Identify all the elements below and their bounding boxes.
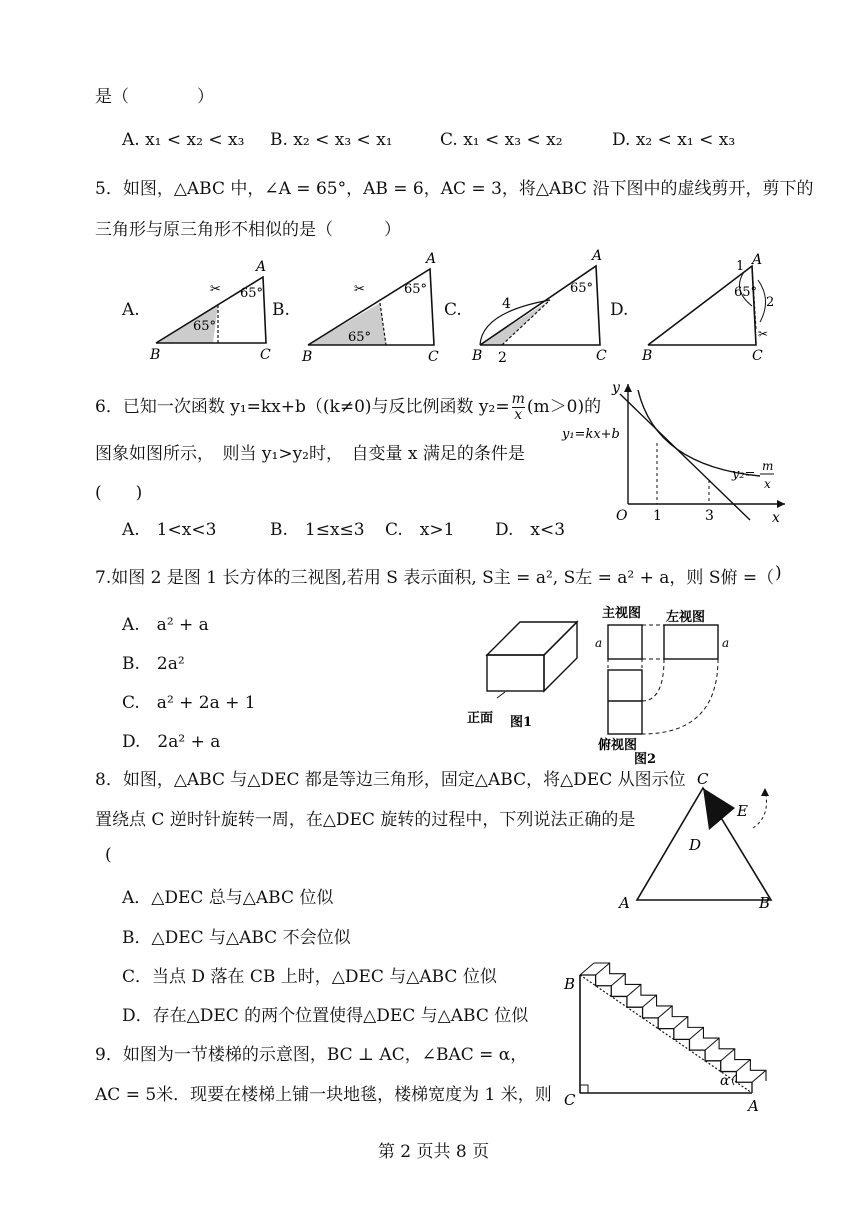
- q5-b-label-a: A: [426, 251, 437, 267]
- q4-option-b[interactable]: B. x₂ < x₃ < x₁: [270, 130, 393, 150]
- q5-b-label-c: C: [428, 349, 439, 365]
- q9-label-a: A: [748, 1097, 759, 1115]
- q6-tick-1: 1: [653, 508, 662, 524]
- q5-b-shaded-triangle: [308, 303, 386, 345]
- q5-d-scissors-icon: ✂: [758, 327, 769, 341]
- q5-option-d[interactable]: D.: [610, 300, 629, 320]
- q7-top-view-label: 俯视图: [598, 738, 638, 753]
- q6-frac-num: m: [511, 391, 525, 407]
- q5-figure-b: [300, 251, 450, 365]
- q5-option-a[interactable]: A.: [122, 300, 140, 320]
- q6-option-d[interactable]: D. x<3: [495, 520, 566, 540]
- q7-option-a[interactable]: A. a² + a: [122, 615, 209, 635]
- q5-d-label-c: C: [752, 348, 763, 364]
- q8-triangle-dec: [703, 788, 735, 830]
- q6-stem-text: 6．已知一次函数 y₁=kx+b（(k≠0)与反比例函数 y₂=: [95, 397, 510, 417]
- q9-stem-line2: AC = 5米．现要在楼梯上铺一块地毯，楼梯宽度为 1 米，则: [95, 1085, 552, 1105]
- q7-a-right: a: [722, 636, 730, 650]
- q9-label-alpha: α: [720, 1073, 730, 1089]
- q7-left-view-label: 左视图: [666, 610, 706, 625]
- q5-a-angle-shaded: 65°: [193, 319, 217, 334]
- q7-option-c[interactable]: C. a² + 2a + 1: [122, 693, 256, 713]
- q7-stem-end: ): [775, 563, 782, 583]
- q5-option-c[interactable]: C.: [444, 300, 462, 320]
- q8-triangle-abc: [637, 788, 771, 900]
- q5-a-label-c: C: [260, 347, 271, 363]
- q6-fraction: [512, 392, 525, 423]
- q6-y1-label: y₁=kx+b: [562, 427, 620, 442]
- q5-a-label-a: A: [256, 259, 267, 275]
- q8-figure: [615, 770, 795, 910]
- q5-c-label-b: B: [472, 348, 483, 364]
- q5-b-label-b: B: [302, 349, 313, 365]
- q5-stem-line1: 5．如图，△ABC 中，∠A = 65°，AB = 6，AC = 3，将△ABC 沿下图中的虚线剪开，剪下的: [95, 179, 814, 199]
- q8-option-c[interactable]: C．当点 D 落在 CB 上时，△DEC 与△ABC 位似: [122, 967, 497, 987]
- page-footer: 第 2 页共 8 页: [377, 1142, 490, 1162]
- q5-d-length-1: 1: [736, 259, 745, 274]
- q6-curve-y2: [638, 390, 760, 476]
- q7-figure2-views: [590, 605, 750, 767]
- q6-y2-num: m: [762, 459, 774, 473]
- q6-axis-x: x: [772, 510, 780, 526]
- q8-stem-line1: 8．如图，△ABC 与△DEC 都是等边三角形，固定△ABC，将△DEC 从图示位: [95, 770, 686, 790]
- q4-option-c[interactable]: C. x₁ < x₃ < x₂: [440, 130, 563, 150]
- q5-c-angle-a: 65°: [570, 281, 594, 296]
- q5-figure-c: [472, 250, 622, 365]
- q7-left-view: [664, 625, 718, 659]
- q7-option-d[interactable]: D. 2a² + a: [122, 732, 221, 752]
- q6-option-a[interactable]: A. 1<x<3: [122, 520, 217, 540]
- q6-stem-line2: 图象如图所示， 则当 y₁>y₂时， 自变量 x 满足的条件是: [95, 444, 525, 464]
- q8-option-d[interactable]: D．存在△DEC 的两个位置使得△DEC 与△ABC 位似: [122, 1006, 529, 1026]
- q4-option-d[interactable]: D. x₂ < x₁ < x₃: [612, 130, 736, 150]
- q6-origin: O: [616, 508, 628, 524]
- q8-stem-line3: (: [105, 845, 112, 865]
- q8-label-a: A: [619, 894, 630, 912]
- q6-frac-den: x: [514, 407, 523, 423]
- q6-y2-label: y₂=: [732, 467, 756, 482]
- q8-label-d: D: [689, 836, 702, 854]
- q6-axis-y: y: [612, 380, 620, 396]
- q5-d-length-2: 2: [766, 295, 775, 310]
- q5-c-length-4: 4: [502, 296, 511, 312]
- q5-d-angle-a: 65°: [734, 285, 758, 300]
- q5-b-scissors-icon: ✂: [354, 282, 365, 297]
- q5-a-angle-a: 65°: [240, 286, 264, 301]
- q5-d-label-a: A: [752, 252, 763, 268]
- q7-fig2-label: 图2: [634, 752, 657, 767]
- q6-option-b[interactable]: B. 1≤x≤3: [270, 520, 365, 540]
- q9-label-b: B: [564, 975, 576, 993]
- q6-stem-line1: [95, 392, 601, 423]
- q5-c-label-c: C: [596, 348, 607, 364]
- q6-y2-den: x: [764, 477, 771, 491]
- q7-option-b[interactable]: B. 2a²: [122, 654, 185, 674]
- q5-figure-d: [640, 250, 780, 365]
- q7-front-label: 正面: [467, 711, 494, 726]
- q5-c-label-a: A: [592, 248, 603, 264]
- q5-d-label-b: B: [642, 348, 653, 364]
- q5-a-label-b: B: [150, 347, 161, 363]
- q8-label-c: C: [697, 770, 709, 788]
- q7-main-view-label: 主视图: [602, 606, 642, 621]
- q7-fig1-label: 图1: [510, 715, 533, 730]
- q8-option-a[interactable]: A．△DEC 总与△ABC 位似: [122, 888, 334, 908]
- q9-stairs: [580, 963, 766, 1093]
- q5-a-scissors-icon: ✂: [210, 282, 221, 297]
- q6-tick-3: 3: [705, 508, 714, 524]
- q8-label-b: B: [759, 894, 771, 912]
- q6-stem-line3: ( ): [95, 483, 143, 503]
- q9-staircase-figure: [560, 955, 790, 1115]
- q5-b-angle-a: 65°: [404, 282, 428, 297]
- q5-stem-line2: 三角形与原三角形不相似的是（ ）: [95, 220, 401, 240]
- q5-figure-a: [148, 255, 278, 365]
- q5-b-angle-shaded: 65°: [348, 330, 372, 345]
- q9-stem-line1: 9．如图为一节楼梯的示意图，BC ⊥ AC，∠BAC = α，: [95, 1045, 528, 1065]
- q4-stem-tail: 是（ ）: [95, 87, 214, 107]
- q6-graph: [560, 380, 790, 530]
- q9-label-c: C: [564, 1091, 576, 1109]
- q6-line-y1: [620, 394, 750, 520]
- q4-option-a[interactable]: A. x₁ < x₂ < x₃: [122, 130, 245, 150]
- q5-c-length-2: 2: [498, 350, 507, 366]
- q7-figure1-box: [465, 610, 585, 740]
- q8-label-e: E: [737, 802, 748, 820]
- q6-option-c[interactable]: C. x>1: [385, 520, 455, 540]
- q8-option-b[interactable]: B．△DEC 与△ABC 不会位似: [122, 928, 351, 948]
- q8-stem-line2: 置绕点 C 逆时针旋转一周，在△DEC 旋转的过程中，下列说法正确的是: [95, 810, 636, 830]
- q6-stem-tail: (m＞0)的: [526, 397, 602, 417]
- q7-stem-line1: 7.如图 2 是图 1 长方体的三视图,若用 S 表示面积, S主 = a², S左 = a² + a，则 S俯 =（: [95, 568, 775, 588]
- q5-option-b[interactable]: B.: [272, 300, 290, 320]
- q7-main-view: [608, 625, 642, 659]
- q7-a-left: a: [595, 636, 603, 650]
- q7-top-view: [608, 670, 642, 734]
